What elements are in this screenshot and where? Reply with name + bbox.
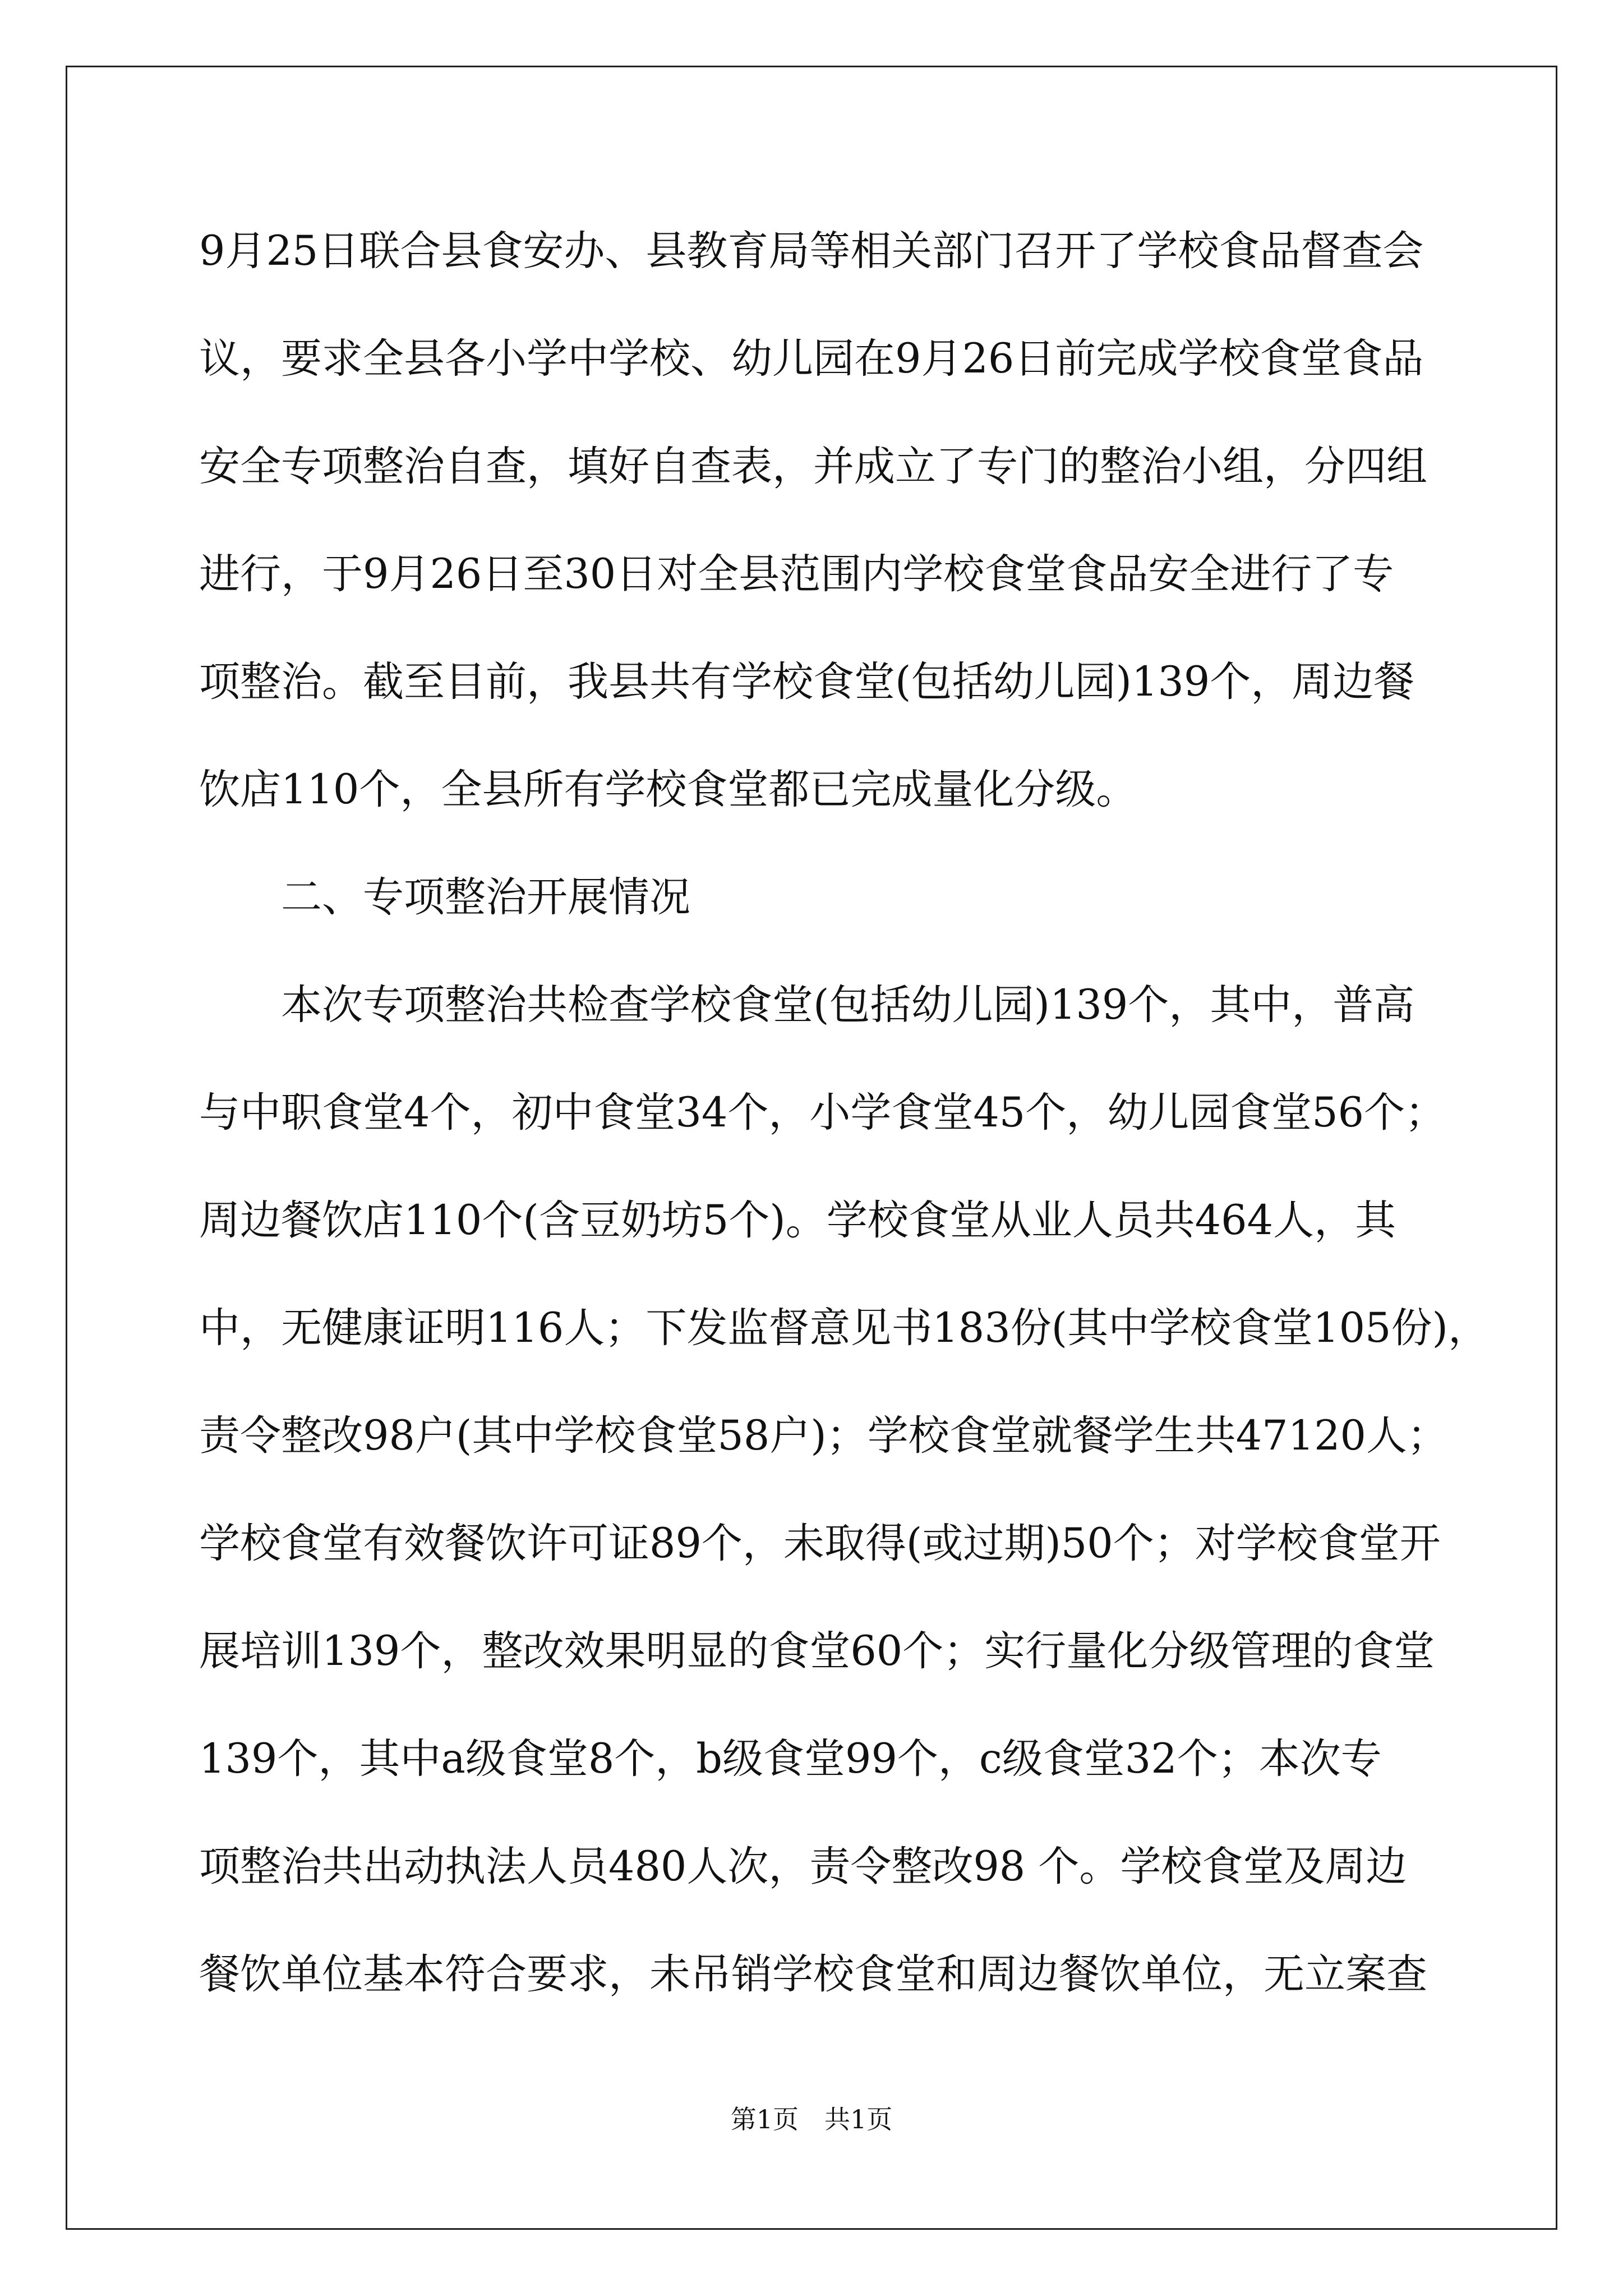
- text-line: 学校食堂有效餐饮许可证89个，未取得(或过期)50个；对学校食堂开: [199, 1520, 1441, 1567]
- text-line: 展培训139个，整改效果明显的食堂60个；实行量化分级管理的食堂: [199, 1627, 1435, 1675]
- paragraph-first-line: 本次专项整治共检查学校食堂(包括幼儿园)139个，其中，普高: [281, 981, 1415, 1029]
- text-line: 项整治共出动执法人员480人次，责令整改98 个。学校食堂及周边: [199, 1843, 1407, 1890]
- text-line: 饮店110个，全县所有学校食堂都已完成量化分级。: [199, 766, 1137, 813]
- text-line: 与中职食堂4个，初中食堂34个，小学食堂45个，幼儿园食堂56个；: [199, 1089, 1446, 1137]
- text-line: 责令整改98户(其中学校食堂58户)；学校食堂就餐学生共47120人；: [199, 1412, 1448, 1460]
- text-line: 安全专项整治自查，填好自查表，并成立了专门的整治小组，分四组: [199, 443, 1427, 490]
- text-line: 9月25日联合县食安办、县教育局等相关部门召开了学校食品督查会: [199, 227, 1424, 275]
- section-heading: 二、专项整治开展情况: [281, 873, 690, 921]
- text-line: 议，要求全县各小学中学校、幼儿园在9月26日前完成学校食堂食品: [199, 335, 1424, 383]
- text-line: 中，无健康证明116人；下发监督意见书183份(其中学校食堂105份)，: [199, 1304, 1489, 1352]
- text-line: 139个，其中a级食堂8个，b级食堂99个，c级食堂32个；本次专: [199, 1735, 1382, 1783]
- page-number-footer: 第1页 共1页: [730, 2104, 893, 2134]
- text-line: 周边餐饮店110个(含豆奶坊5个)。学校食堂从业人员共464人，其: [199, 1197, 1396, 1244]
- text-line: 进行，于9月26日至30日对全县范围内学校食堂食品安全进行了专: [199, 550, 1394, 598]
- text-line: 餐饮单位基本符合要求，未吊销学校食堂和周边餐饮单位，无立案查: [199, 1950, 1427, 1998]
- text-line: 项整治。截至目前，我县共有学校食堂(包括幼儿园)139个，周边餐: [199, 658, 1415, 706]
